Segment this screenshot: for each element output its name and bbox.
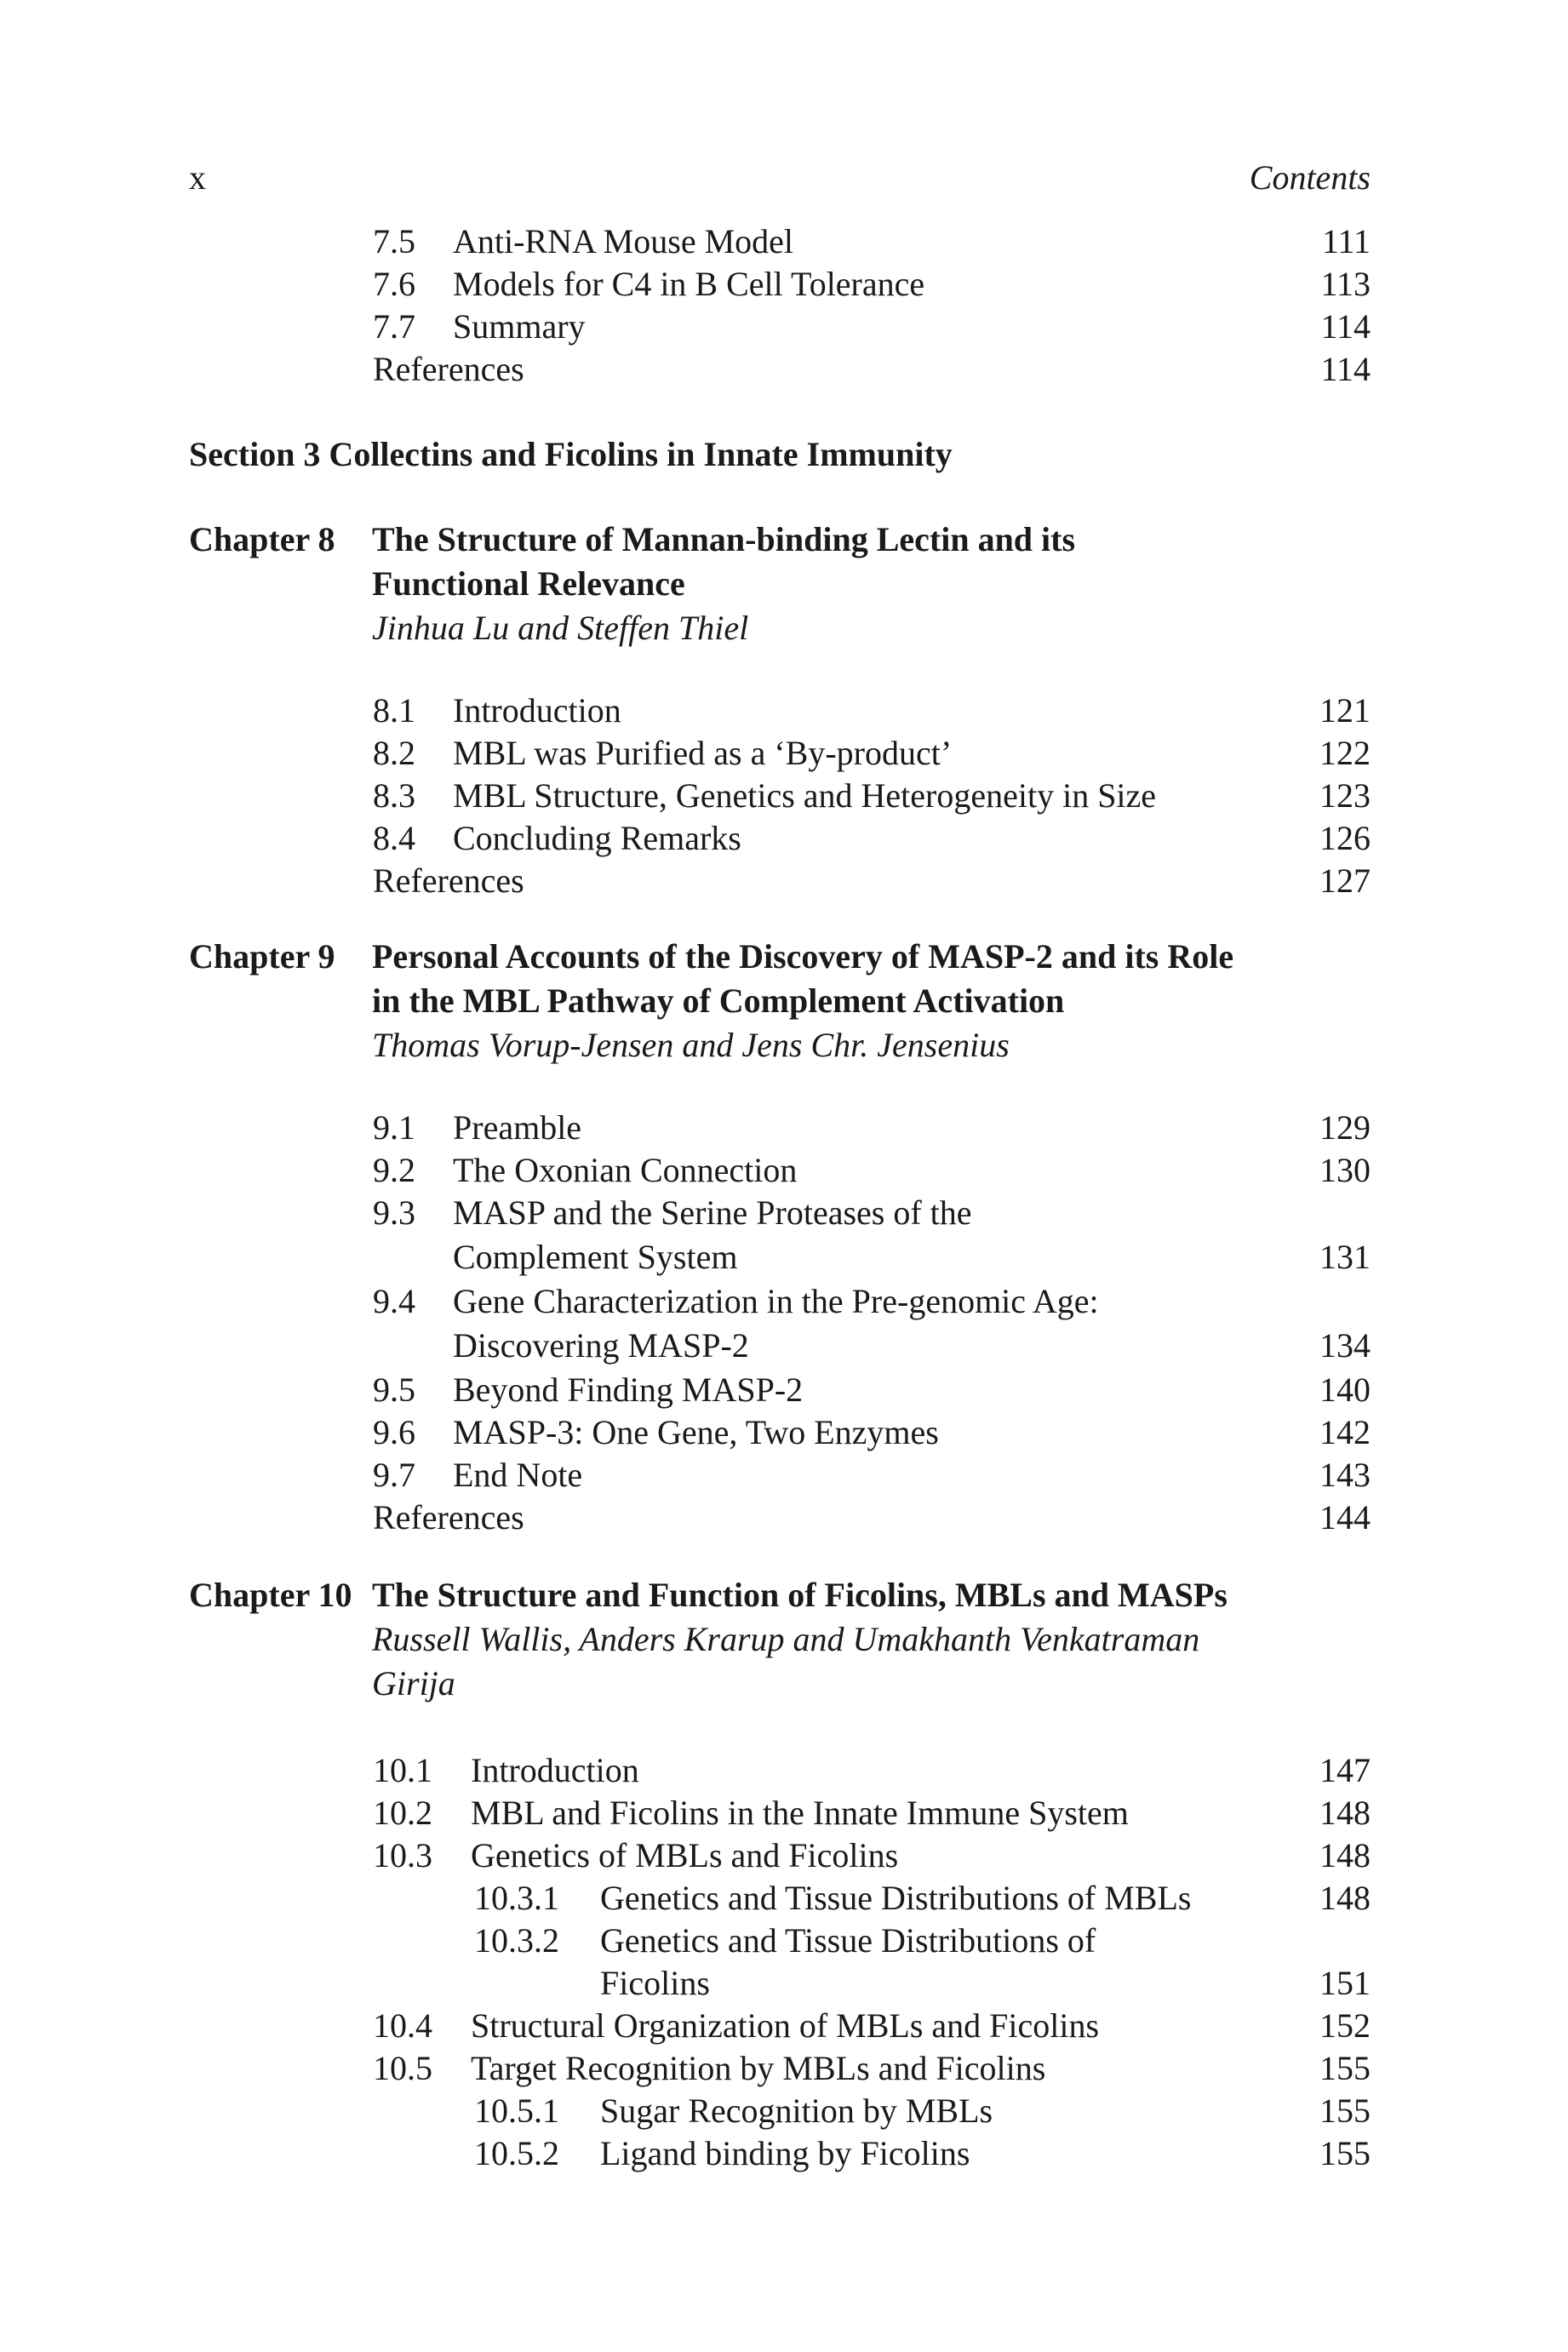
references-entry[interactable] — [373, 1496, 1371, 1539]
page-number: x — [189, 158, 206, 197]
toc-subentry[interactable] — [474, 1877, 1371, 1920]
entry-page: 111 — [1321, 222, 1371, 260]
entry-title: MBL Structure, Genetics and Heterogeneity in Size — [453, 776, 1157, 815]
entry-title: Models for C4 in B Cell Tolerance — [453, 265, 925, 303]
chapter-title — [372, 1573, 1376, 1617]
entry-page: 114 — [1320, 307, 1371, 346]
entry-number: 9.2 — [373, 1151, 415, 1189]
entry-number: 10.2 — [373, 1794, 432, 1832]
toc-entry[interactable] — [373, 690, 1371, 732]
entry-title: Structural Organization of MBLs and Ficolins — [471, 2006, 1100, 2045]
entry-number: 9.1 — [373, 1108, 415, 1147]
chapter-title-line: in the MBL Pathway of Complement Activation — [372, 981, 1065, 1020]
toc-entry[interactable] — [373, 1454, 1371, 1496]
entry-title: Introduction — [471, 1751, 639, 1789]
toc-entry[interactable] — [373, 1749, 1371, 1792]
toc-entry[interactable] — [373, 732, 1371, 775]
chapter-authors: Thomas Vorup-Jensen and Jens Chr. Jensenius — [372, 1026, 1010, 1064]
toc-entry[interactable] — [373, 1792, 1371, 1834]
chapter-authors-line: Russell Wallis, Anders Krarup and Umakhanth Venkatraman — [372, 1620, 1200, 1658]
entry-title: Summary — [453, 307, 586, 346]
references-page: 144 — [1319, 1498, 1371, 1537]
toc-entry[interactable] — [373, 1834, 1371, 1877]
entry-number: 10.5.2 — [474, 2134, 559, 2172]
running-title: Contents — [1249, 158, 1371, 197]
entry-title: End Note — [453, 1456, 583, 1494]
chapter-title-line: The Structure of Mannan-binding Lectin and its — [372, 520, 1076, 558]
entry-number: 9.6 — [373, 1413, 415, 1451]
toc-entry[interactable] — [373, 817, 1371, 860]
entry-number: 8.3 — [373, 776, 415, 815]
entry-page: 148 — [1319, 1836, 1371, 1874]
entry-title-continued: Complement System — [453, 1238, 738, 1276]
toc-entry[interactable] — [373, 1369, 1371, 1411]
entry-number: 10.5 — [373, 2049, 432, 2087]
chapter-title-line: Personal Accounts of the Discovery of MASP-2 and its Role — [372, 937, 1234, 976]
entry-page: 113 — [1320, 265, 1371, 303]
entry-page: 134 — [1319, 1326, 1371, 1365]
chapter-label: Chapter 8 — [189, 520, 335, 558]
entry-number: 9.7 — [373, 1456, 415, 1494]
entry-number: 10.1 — [373, 1751, 432, 1789]
chapter-title-line: The Structure and Function of Ficolins, MBLs and MASPs — [372, 1576, 1228, 1614]
entry-page: 129 — [1319, 1108, 1371, 1147]
entry-title: Sugar Recognition by MBLs — [600, 2092, 993, 2130]
references-label: References — [373, 861, 524, 900]
entry-number: 9.4 — [373, 1282, 415, 1320]
entry-page: 123 — [1319, 776, 1371, 815]
references-page: 127 — [1319, 861, 1371, 900]
entry-number: 8.4 — [373, 819, 415, 857]
entry-title: Genetics and Tissue Distributions of — [600, 1921, 1096, 1960]
toc-subentry[interactable] — [474, 2090, 1371, 2132]
references-label: References — [373, 350, 524, 388]
entry-title: Target Recognition by MBLs and Ficolins — [471, 2049, 1046, 2087]
entry-page: 155 — [1319, 2092, 1371, 2130]
entry-number: 10.3.1 — [474, 1879, 559, 1917]
entry-title: Genetics and Tissue Distributions of MBLs — [600, 1879, 1192, 1917]
toc-subentry[interactable] — [474, 1920, 1371, 2005]
entry-page: 147 — [1319, 1751, 1371, 1789]
toc-entry[interactable] — [373, 1280, 1371, 1369]
entry-number: 10.4 — [373, 2006, 432, 2045]
entry-title: MASP-3: One Gene, Two Enzymes — [453, 1413, 939, 1451]
entry-page: 142 — [1319, 1413, 1371, 1451]
toc-entry[interactable] — [373, 263, 1371, 306]
toc-entry[interactable] — [373, 1107, 1371, 1149]
entry-page: 155 — [1319, 2049, 1371, 2087]
references-label: References — [373, 1498, 524, 1537]
chapter-title-line: Functional Relevance — [372, 564, 685, 603]
toc-entry[interactable] — [373, 2005, 1371, 2047]
toc-entry[interactable] — [373, 1411, 1371, 1454]
chapter-authors: Jinhua Lu and Steffen Thiel — [372, 609, 749, 647]
toc-entry[interactable] — [373, 2047, 1371, 2090]
chapter-authors — [372, 1617, 1376, 1706]
entry-page: 151 — [1319, 1964, 1371, 2002]
entry-title-continued: Ficolins — [600, 1964, 710, 2002]
entry-number: 7.6 — [373, 265, 415, 303]
entry-page: 148 — [1319, 1794, 1371, 1832]
chapter-label: Chapter 10 — [189, 1576, 352, 1614]
entry-title: The Oxonian Connection — [453, 1151, 798, 1189]
toc-entry[interactable] — [373, 775, 1371, 817]
toc-entry[interactable] — [373, 306, 1371, 348]
entry-page: 130 — [1319, 1151, 1371, 1189]
entry-number: 9.3 — [373, 1193, 415, 1232]
toc-entry[interactable] — [373, 1149, 1371, 1192]
entry-title: Gene Characterization in the Pre-genomic Age: — [453, 1282, 1099, 1320]
entry-number: 8.2 — [373, 734, 415, 772]
section-heading[interactable]: Section 3 Collectins and Ficolins in Innate Immunity — [189, 435, 953, 473]
entry-page: 121 — [1319, 691, 1371, 730]
entry-number: 7.5 — [373, 222, 415, 260]
entry-page: 148 — [1319, 1879, 1371, 1917]
entry-number: 10.3 — [373, 1836, 432, 1874]
toc-subentry[interactable] — [474, 2132, 1371, 2175]
entry-title: MBL was Purified as a ‘By-product’ — [453, 734, 953, 772]
entry-page: 131 — [1319, 1238, 1371, 1276]
entry-number: 9.5 — [373, 1371, 415, 1409]
chapter-title — [372, 935, 1376, 1023]
entry-title: Anti-RNA Mouse Model — [453, 222, 793, 260]
references-page: 114 — [1320, 350, 1371, 388]
entry-page: 155 — [1319, 2134, 1371, 2172]
toc-entry[interactable] — [373, 220, 1371, 263]
entry-page: 126 — [1319, 819, 1371, 857]
entry-title: Concluding Remarks — [453, 819, 741, 857]
entry-title: MASP and the Serine Proteases of the — [453, 1193, 972, 1232]
chapter-authors-line: Girija — [372, 1664, 455, 1702]
references-entry[interactable] — [373, 860, 1371, 902]
entry-page: 140 — [1319, 1371, 1371, 1409]
entry-number: 7.7 — [373, 307, 415, 346]
entry-title-continued: Discovering MASP-2 — [453, 1326, 749, 1365]
entry-title: MBL and Ficolins in the Innate Immune System — [471, 1794, 1129, 1832]
chapter-title — [372, 518, 1376, 606]
entry-title: Beyond Finding MASP-2 — [453, 1371, 804, 1409]
entry-title: Ligand binding by Ficolins — [600, 2134, 970, 2172]
chapter-label: Chapter 9 — [189, 937, 335, 976]
toc-entry[interactable] — [373, 1192, 1371, 1280]
entry-title: Introduction — [453, 691, 621, 730]
entry-page: 122 — [1319, 734, 1371, 772]
entry-title: Preamble — [453, 1108, 582, 1147]
entry-number: 10.5.1 — [474, 2092, 559, 2130]
entry-title: Genetics of MBLs and Ficolins — [471, 1836, 899, 1874]
entry-number: 8.1 — [373, 691, 415, 730]
entry-page: 152 — [1319, 2006, 1371, 2045]
entry-page: 143 — [1319, 1456, 1371, 1494]
entry-number: 10.3.2 — [474, 1921, 559, 1960]
references-entry[interactable] — [373, 348, 1371, 391]
